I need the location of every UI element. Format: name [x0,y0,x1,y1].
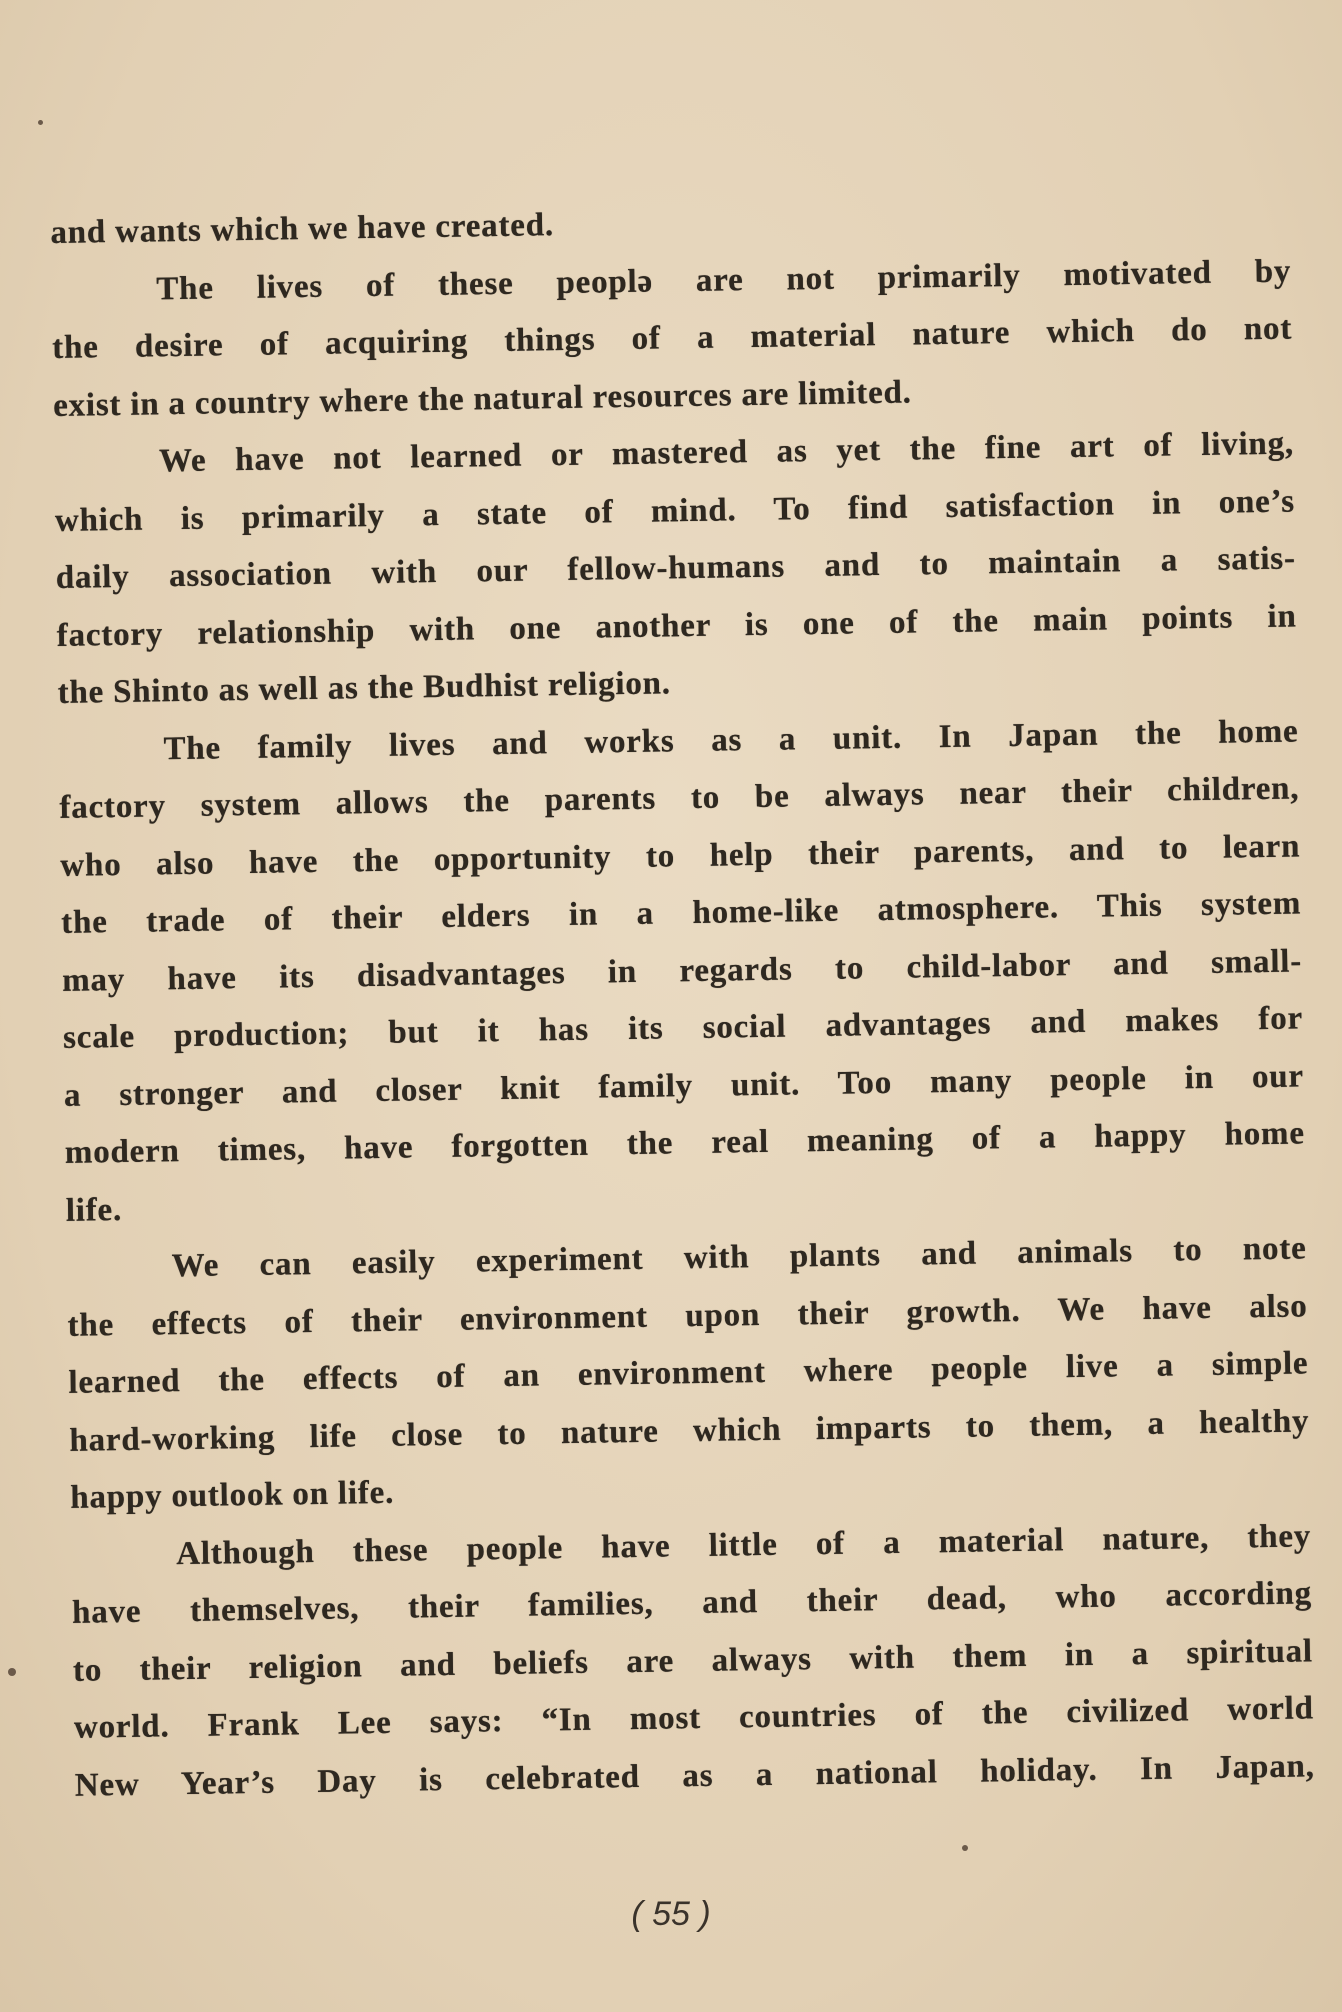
text-line: exist in a country where the natural resources are limited. [52,373,912,424]
text-line: to their religion and beliefs are always with them in a spiritual [72,1632,1314,1689]
text-line: The lives of these peoplə are not primarily motivated by [156,253,1292,307]
text-line: hard-working life close to nature which imparts to them, a healthy [69,1402,1310,1459]
text-line: the desire of acquiring things of a material nature which do not [51,310,1293,366]
text-line: We can easily experiment with plants and animals to note [171,1230,1307,1285]
text-line: and wants which we have created. [50,207,555,251]
text-line: the Shinto as well as the Budhist religion. [57,665,672,711]
text-line: have themselves, their families, and their dead, who according [71,1575,1313,1631]
text-line: New Year’s Day is celebrated as a national holiday. In Japan, [74,1747,1315,1804]
text-line: learned the effects of an environment where people live a simple [68,1345,1309,1401]
text-line: We have not learned or mastered as yet the fine art of living, [158,425,1295,480]
text-line: a stronger and closer knit family unit. Too many people in our [63,1057,1305,1114]
text-line: scale production; but it has its social advantages and makes for [62,1000,1304,1056]
text-line: factory system allows the parents to be always near their children, [59,770,1300,826]
body-text [50,186,1315,1815]
text-line: happy outlook on life. [70,1474,395,1516]
text-line: the trade of their elders in a home-like atmosphere. This system [60,885,1302,941]
text-line: world. Frank Lee says: “In most countries of the civilized world [73,1690,1315,1746]
paper-speck [962,1845,968,1851]
text-line: Although these people have little of a material nature, they [175,1517,1312,1572]
text-line: daily association with our fellow-humans and to maintain a satis- [55,540,1296,596]
text-line: modern times, have forgotten the real meaning of a happy home [64,1115,1306,1171]
paper-speck [8,1668,16,1676]
text-line: the effects of their environment upon their growth. We have also [67,1287,1308,1344]
text-line: life. [65,1191,123,1229]
text-line: factory relationship with one another is one of the main points in [56,597,1297,654]
text-line: The family lives and works as a unit. In Japan the home [163,712,1299,767]
paper-speck [38,120,43,125]
text-line: which is primarily a state of mind. To find satisfaction in one’s [54,482,1296,539]
text-line: may have its disadvantages in regards to child-labor and small- [61,942,1303,999]
page-number: ( 55 ) [631,1895,711,1933]
text-line: who also have the opportunity to help their parents, and to learn [60,827,1301,884]
